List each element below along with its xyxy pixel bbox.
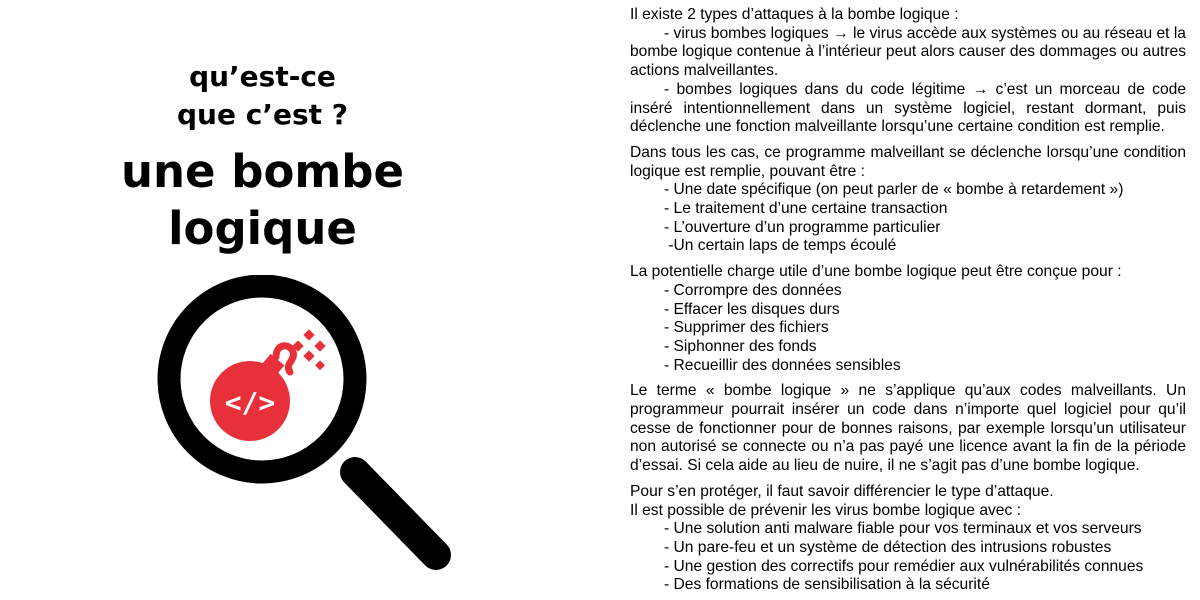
payload-item: - Recueillir des données sensibles <box>664 356 901 374</box>
headline-line-1: une bombe <box>120 145 404 198</box>
protection-item: - Une solution anti malware fiable pour vos terminaux et vos serveurs <box>664 520 1142 538</box>
title-panel <box>0 0 525 600</box>
payload-item: - Siphonner des fonds <box>664 337 817 355</box>
payload-item: - Corrompre des données <box>664 281 842 299</box>
trigger-item: - L’ouverture d’un programme particulier <box>664 218 941 236</box>
trigger-item: -Un certain laps de temps écoulé <box>664 237 897 255</box>
protection-item: - Un pare-feu et un système de détection des intrusions robustes <box>664 538 1112 556</box>
payload-item: - Supprimer des fichiers <box>664 319 829 337</box>
question-line-2: que c’est ? <box>177 98 348 131</box>
payload-intro: La potentielle charge utile d’une bombe logique peut être conçue pour : <box>630 263 1122 281</box>
payload-item: - Effacer les disques durs <box>664 300 840 318</box>
magnifier-handle <box>355 472 436 555</box>
trigger-item: - Une date spécifique (on peut parler de « bombe à retardement ») <box>664 181 1124 199</box>
type-item-2: - bombes logiques dans du code légitime → c’est un morceau de code inséré intentionnellement dans un système logiciel, restant dormant, puis déclenche une fonction malveillante lorsqu’une certaine condition est remplie. <box>630 80 1186 136</box>
type-item-1: - virus bombes logiques → le virus accède aux systèmes ou au réseau et la bombe logique contenue à l’intérieur peut alors causer des dommages ou autres actions malveillantes. <box>630 24 1186 80</box>
trigger-intro: Dans tous les cas, ce programme malveillant se déclenche lorsqu’une condition logique est remplie, pouvant être : <box>630 143 1186 180</box>
headline-line-2: logique <box>168 202 357 255</box>
article-text <box>630 6 1186 595</box>
question-line-1: qu’est-ce <box>189 60 336 93</box>
protect-intro-2: Il est possible de prévenir les virus bombe logique avec : <box>630 501 1021 519</box>
trigger-item: - Le traitement d’une certaine transaction <box>664 200 948 218</box>
protection-item: - Une gestion des correctifs pour remédier aux vulnérabilités connues <box>664 557 1144 575</box>
types-intro: Il existe 2 types d’attaques à la bombe logique : <box>630 6 959 23</box>
protect-intro-1: Pour s’en protéger, il faut savoir différencier le type d’attaque. <box>630 482 1054 500</box>
term-paragraph: Le terme « bombe logique » ne s’applique qu’aux codes malveillants. Un programmeur pourrait insérer un code dans n’importe quel logiciel pour qu’il cesse de fonctionner pour de bonnes raisons, par exemple lorsqu’un utilisateur non autorisé se connecte ou n’a pas payé une licence avant la fin de la période d’essai. Si cela aide au lieu de nuire, il ne s’agit pas d’une bombe logique. <box>630 382 1186 475</box>
protection-item: - Des formations de sensibilisation à la sécurité <box>664 576 990 594</box>
bomb-code-glyph: </> <box>224 386 276 419</box>
magnifier-bomb-icon <box>155 275 465 585</box>
